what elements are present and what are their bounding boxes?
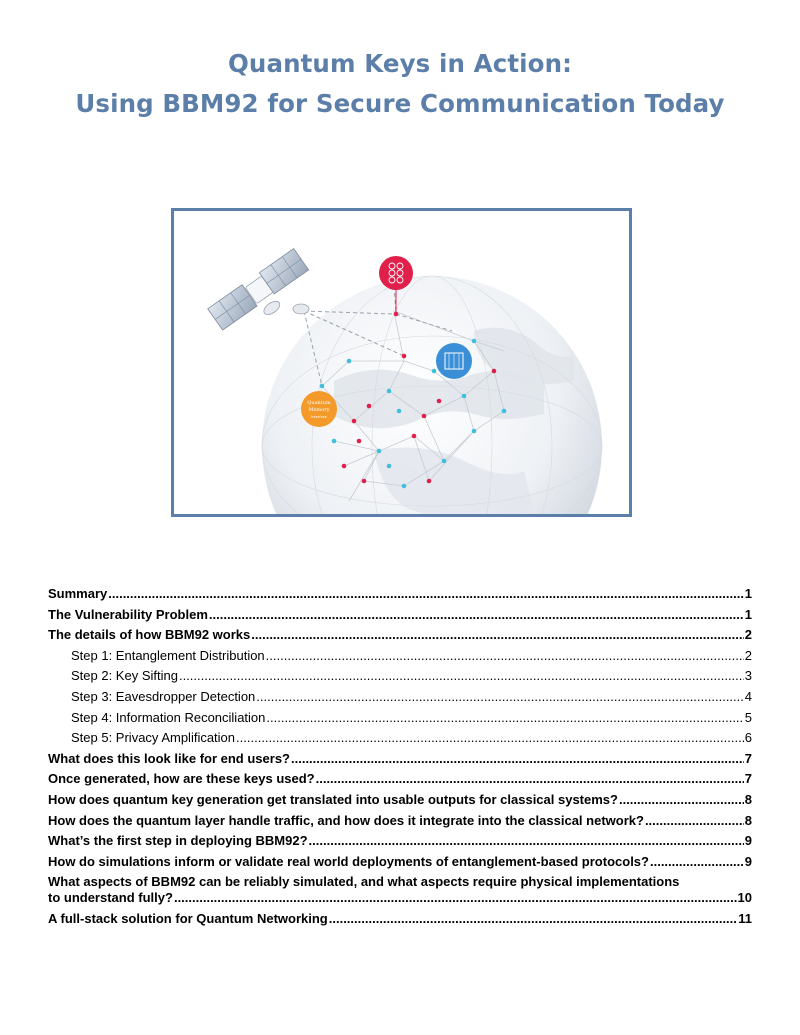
toc-entry[interactable] [48, 769, 752, 790]
toc-entry[interactable] [48, 811, 752, 832]
toc-page-number: 2 [744, 647, 752, 663]
title-line-2: Using BBM92 for Secure Communication Today [75, 89, 725, 118]
toc-leader-dots [266, 646, 744, 666]
toc-entry[interactable] [48, 874, 752, 906]
toc-entry[interactable] [48, 749, 752, 770]
toc-leader-dots [256, 687, 743, 707]
toc-page-number: 8 [744, 791, 752, 807]
toc-entry[interactable] [48, 728, 752, 749]
toc-entry-label: How does quantum key generation get translated into usable outputs for classical systems? [48, 791, 618, 807]
globe-network-graphic [174, 211, 629, 514]
toc-page-number: 7 [744, 750, 752, 766]
toc-leader-dots [108, 584, 744, 604]
toc-entry-label: A full-stack solution for Quantum Networking [48, 911, 328, 927]
toc-entry-label: Step 5: Privacy Amplification [71, 730, 236, 746]
toc-leader-dots [316, 769, 744, 789]
toc-entry-label: The Vulnerability Problem [48, 606, 208, 622]
toc-entry[interactable] [48, 605, 752, 626]
satellite-dish-icon [293, 304, 309, 314]
toc-page-number: 6 [744, 730, 752, 746]
toc-page-number: 1 [744, 586, 752, 601]
orange-badge-line-1: Quantum [307, 400, 331, 406]
toc-leader-dots [309, 831, 744, 851]
toc-leader-dots [179, 666, 744, 686]
toc-leader-dots [209, 605, 744, 625]
quantum-memory-icon [301, 391, 337, 427]
toc-page-number: 11 [738, 911, 752, 927]
toc-entry-label: Step 1: Entanglement Distribution [71, 647, 265, 663]
toc-page-number: 1 [744, 606, 752, 622]
toc-leader-dots [291, 749, 744, 769]
toc-entry-label-line-1: What aspects of BBM92 can be reliably simulated, and what aspects require physical implementations [48, 874, 680, 890]
toc-page-number: 5 [744, 709, 752, 725]
toc-leader-dots [619, 790, 744, 810]
toc-entry-label: The details of how BBM92 works [48, 627, 251, 643]
quantum-chip-icon [436, 343, 472, 379]
toc-entry-label: How does the quantum layer handle traffic, and how does it integrate into the classical network? [48, 812, 644, 828]
satellite-icon [208, 249, 318, 343]
toc-entry-label: Once generated, how are these keys used? [48, 771, 315, 787]
document-title [0, 44, 800, 124]
toc-page-number: 10 [737, 890, 752, 906]
toc-entry[interactable] [48, 625, 752, 646]
orange-badge-line-2: Memory [308, 407, 330, 413]
toc-entry-label: What’s the first step in deploying BBM92? [48, 833, 308, 849]
toc-leader-dots [329, 909, 738, 929]
toc-entry[interactable] [48, 708, 752, 729]
toc-leader-dots [174, 890, 737, 906]
toc-leader-dots [650, 852, 744, 872]
toc-entry[interactable] [48, 646, 752, 667]
toc-leader-dots [251, 625, 744, 645]
toc-page-number: 7 [744, 771, 752, 787]
toc-leader-dots [266, 708, 743, 728]
toc-entry[interactable] [48, 831, 752, 852]
toc-entry-label: Step 4: Information Reconciliation [71, 709, 266, 725]
toc-page-number: 2 [744, 627, 752, 643]
orange-badge-line-3: Interface [311, 415, 327, 419]
toc-page-number: 9 [744, 833, 752, 849]
table-of-contents [48, 584, 752, 930]
toc-leader-dots [236, 728, 744, 748]
toc-page-number: 3 [744, 668, 752, 684]
toc-entry-label-line-2: to understand fully? [48, 890, 173, 906]
toc-page-number: 9 [744, 853, 752, 869]
toc-entry-label: How do simulations inform or validate real world deployments of entanglement-based protocols? [48, 853, 649, 869]
toc-entry-label: What does this look like for end users? [48, 750, 290, 766]
toc-entry-label: Step 2: Key Sifting [71, 668, 178, 684]
toc-entry[interactable] [48, 852, 752, 873]
toc-entry[interactable] [48, 687, 752, 708]
toc-page-number: 4 [744, 688, 752, 704]
toc-entry[interactable] [48, 909, 752, 930]
toc-page-number: 8 [744, 812, 752, 828]
toc-entry[interactable] [48, 584, 752, 605]
toc-leader-dots [645, 811, 744, 831]
toc-entry[interactable] [48, 790, 752, 811]
network-illustration [171, 208, 632, 517]
toc-entry-label: Summary [48, 586, 108, 601]
toc-entry[interactable] [48, 666, 752, 687]
toc-entry-label: Step 3: Eavesdropper Detection [71, 688, 256, 704]
title-line-1: Quantum Keys in Action: [227, 49, 573, 78]
